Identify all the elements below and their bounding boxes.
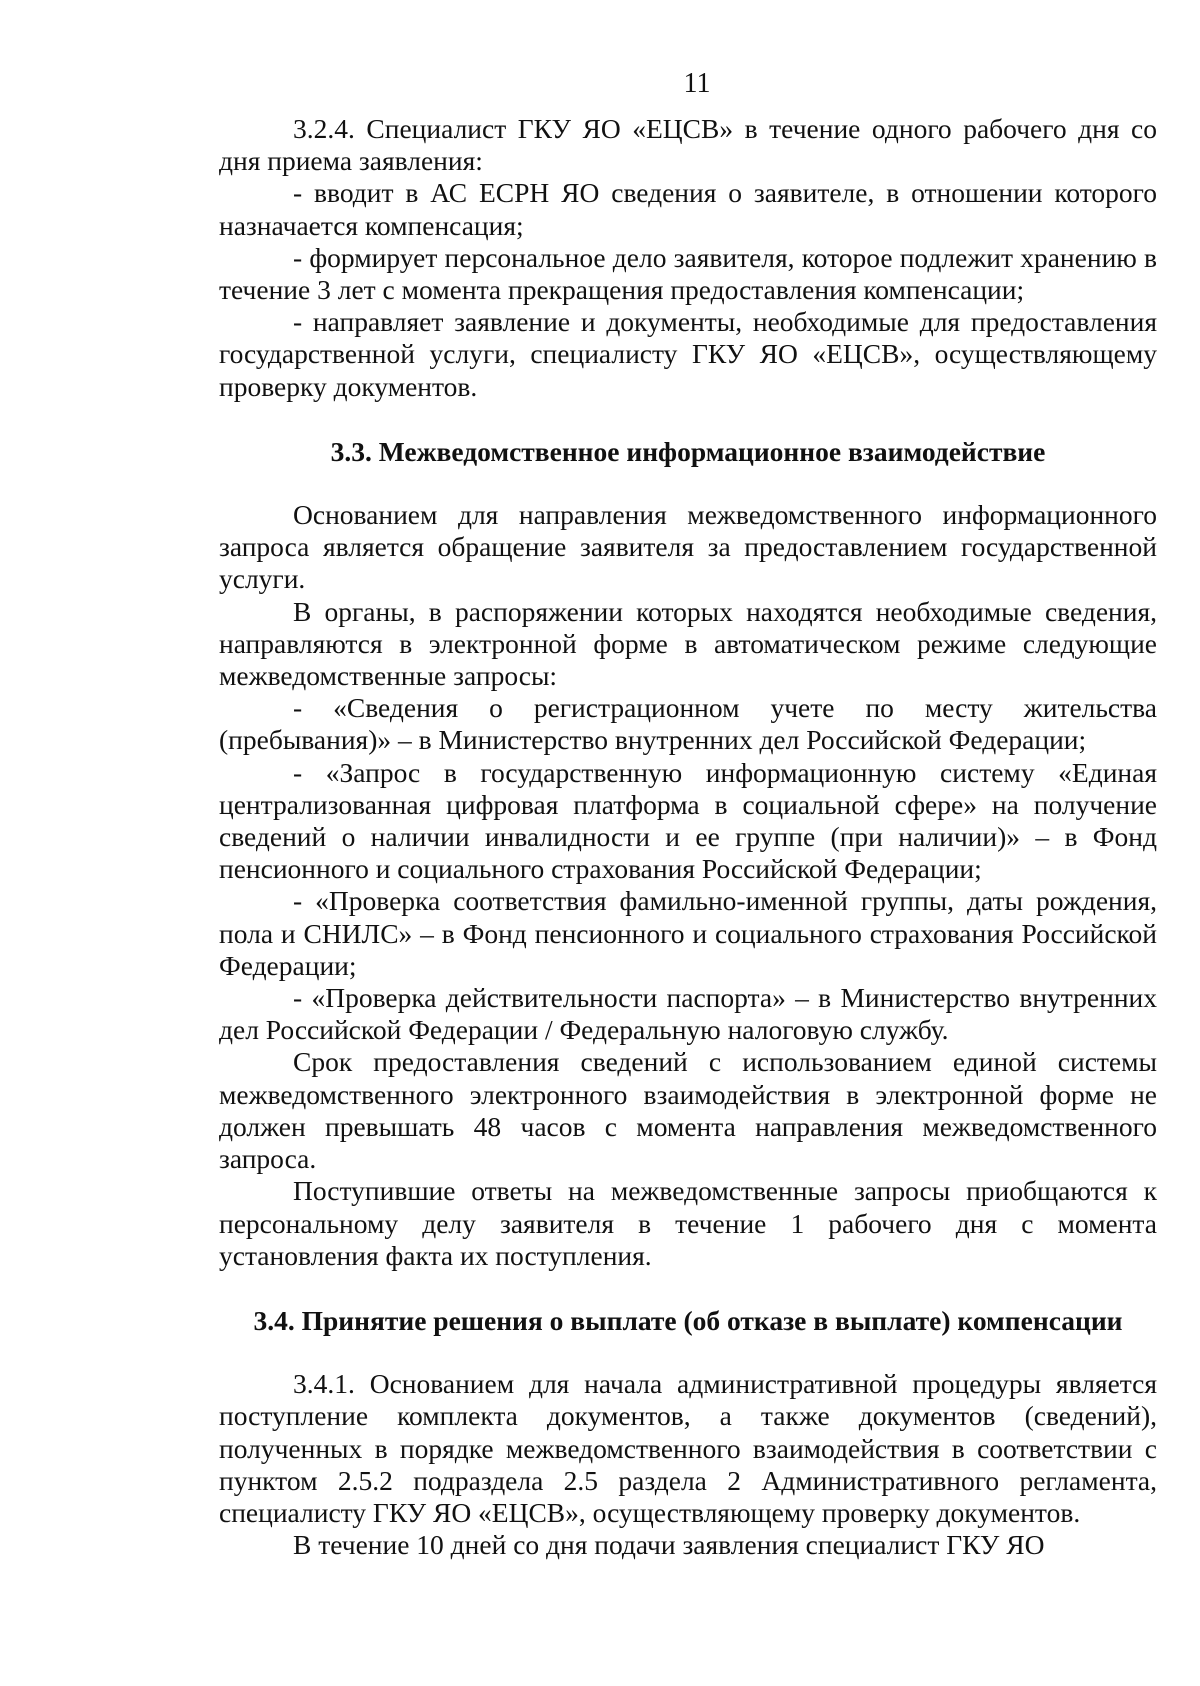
- paragraph: Основанием для направления межведомственного информационного запроса является обращение заявителя за предоставлением государственной услуги.: [219, 499, 1157, 595]
- paragraph-3-4-1: 3.4.1. Основанием для начала административной процедуры является поступление комплекта документов, а также документов (сведений), полученных в порядке межведомственного взаимодействия в соответствии с пунктом 2.5.2 подраздела 2.5 раздела 2 Административного регламента, специалисту ГКУ ЯО «ЕЦСВ», осуществляющему проверку документов.: [219, 1368, 1157, 1528]
- list-item: - «Проверка действительности паспорта» – в Министерство внутренних дел Российской Федерации / Федеральную налоговую службу.: [219, 982, 1157, 1046]
- document-body: [219, 113, 1157, 1561]
- section-heading-3-3: 3.3. Межведомственное информационное взаимодействие: [330, 435, 1046, 467]
- list-item: - формирует персональное дело заявителя, которое подлежит хранению в течение 3 лет с момента прекращения предоставления компенсации;: [219, 241, 1157, 306]
- list-item: - вводит в АС ЕСРН ЯО сведения о заявителе, в отношении которого назначается компенсация;: [219, 177, 1157, 241]
- paragraph: В органы, в распоряжении которых находятся необходимые сведения, направляются в электронной форме в автоматическом режиме следующие межведомственные запросы:: [219, 595, 1157, 692]
- list-item: - «Запрос в государственную информационную систему «Единая централизованная цифровая платформа в социальной сфере» на получение сведений о наличии инвалидности и ее группе (при наличии)» – в Фонд пенсионного и социального страхования Российской Федерации;: [219, 756, 1157, 885]
- page-number: 11: [683, 68, 711, 99]
- list-item: - «Сведения о регистрационном учете по месту жительства (пребывания)» – в Министерство внутренних дел Российской Федерации;: [219, 692, 1157, 756]
- list-item: - «Проверка соответствия фамильно-именной группы, даты рождения, пола и СНИЛС» – в Фонд пенсионного и социального страхования Российской Федерации;: [219, 885, 1157, 981]
- paragraph: В течение 10 дней со дня подачи заявления специалист ГКУ ЯО: [293, 1529, 1045, 1561]
- paragraph: Срок предоставления сведений с использованием единой системы межведомственного электронного взаимодействия в электронной форме не должен превышать 48 часов с момента направления межведомственного запроса.: [219, 1046, 1157, 1175]
- list-item: - направляет заявление и документы, необходимые для предоставления государственной услуги, специалисту ГКУ ЯО «ЕЦСВ», осуществляющему проверку документов.: [219, 306, 1157, 402]
- paragraph-3-2-4: 3.2.4. Специалист ГКУ ЯО «ЕЦСВ» в течение одного рабочего дня со дня приема заявления:: [219, 113, 1157, 177]
- paragraph: Поступившие ответы на межведомственные запросы приобщаются к персональному делу заявителя в течение 1 рабочего дня с момента установления факта их поступления.: [219, 1175, 1157, 1271]
- section-heading-3-4: 3.4. Принятие решения о выплате (об отказе в выплате) компенсации: [253, 1304, 1123, 1336]
